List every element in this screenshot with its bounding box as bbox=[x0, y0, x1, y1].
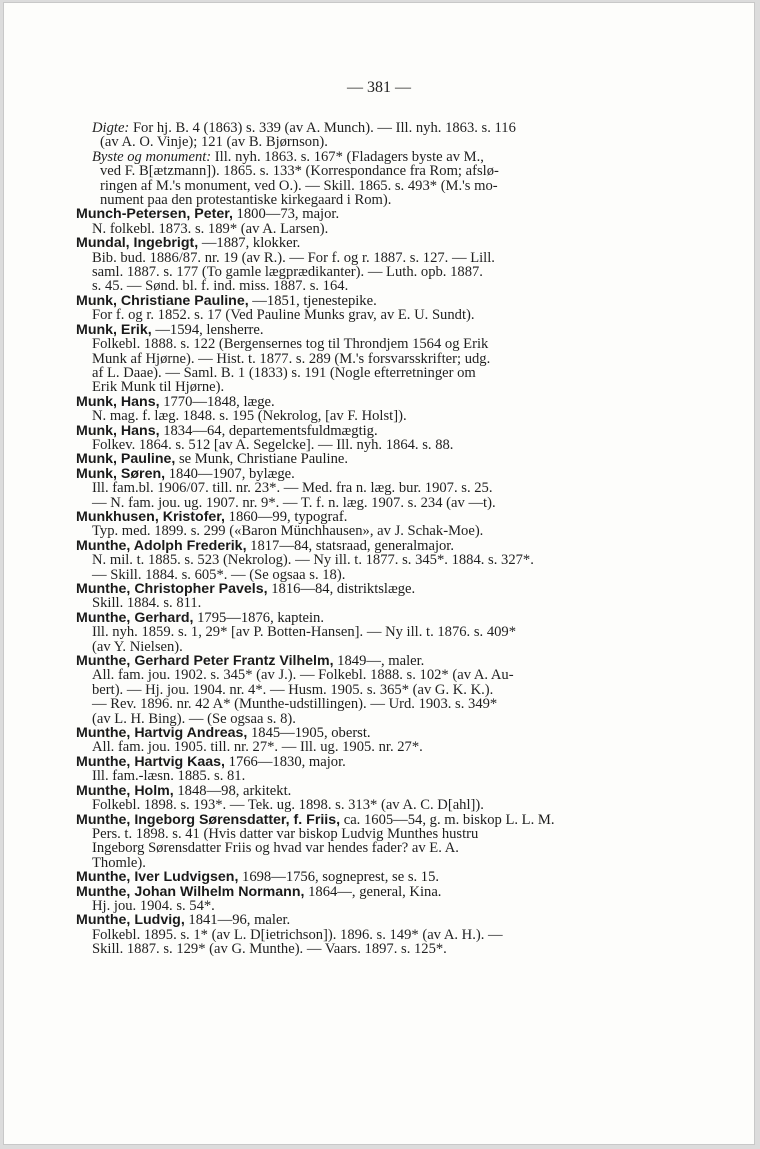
reference-text: Skill. 1887. s. 129* (av G. Munthe). — Vaars. 1897. s. 125*. bbox=[92, 941, 447, 958]
entry-name: Munthe, Gerhard Peter Frantz Vilhelm, bbox=[76, 653, 334, 670]
reference-text: Skill. 1884. s. 811. bbox=[92, 595, 202, 612]
entry-name: Munthe, Gerhard, bbox=[76, 609, 194, 626]
entry-description: 1766—1830, major. bbox=[225, 753, 346, 770]
reference-line bbox=[76, 496, 656, 510]
reference-line bbox=[76, 827, 656, 841]
reference-text: Hj. jou. 1904. s. 54*. bbox=[92, 897, 215, 914]
reference-text: Thomle). bbox=[92, 854, 146, 871]
entry-description: 1795—1876, kaptein. bbox=[193, 609, 324, 626]
entry-name: Munch-Petersen, Peter, bbox=[76, 206, 233, 223]
reference-text: Ill. fam.-læsn. 1885. s. 81. bbox=[92, 768, 246, 785]
reference-line bbox=[76, 856, 656, 870]
entry-name: Munk, Pauline, bbox=[76, 451, 176, 468]
entry bbox=[76, 755, 656, 784]
reference-line bbox=[76, 697, 656, 711]
reference-line bbox=[76, 409, 656, 423]
entry bbox=[76, 510, 656, 539]
reference-line bbox=[76, 121, 656, 135]
entry-name: Munk, Hans, bbox=[76, 393, 160, 410]
reference-line bbox=[76, 179, 656, 193]
reference-text: (av A. O. Vinje); 121 (av B. Bjørnson). bbox=[100, 134, 328, 151]
reference-line bbox=[76, 193, 656, 207]
reference-text: saml. 1887. s. 177 (To gamle lægprædikanter). — Luth. opb. 1887. bbox=[92, 264, 483, 281]
reference-text: Folkebl. 1895. s. 1* (av L. D[ietrichson]). 1896. s. 149* (av A. H.). — bbox=[92, 926, 503, 943]
reference-line bbox=[76, 337, 656, 351]
reference-text: All. fam. jou. 1902. s. 345* (av J.). — Folkebl. 1888. s. 102* (av A. Au- bbox=[92, 667, 514, 684]
reference-line bbox=[76, 668, 656, 682]
entry-name: Munk, Erik, bbox=[76, 321, 152, 338]
entry-heading bbox=[76, 726, 656, 740]
reference-line bbox=[76, 640, 656, 654]
reference-text: Folkebl. 1898. s. 193*. — Tek. ug. 1898. s. 313* (av A. C. D[ahl]). bbox=[92, 797, 484, 814]
reference-line bbox=[76, 265, 656, 279]
reference-line bbox=[76, 524, 656, 538]
entry bbox=[76, 654, 656, 726]
entry-heading bbox=[76, 424, 656, 438]
entry-name: Munthe, Hartvig Kaas, bbox=[76, 753, 225, 770]
reference-text: — Skill. 1884. s. 605*. — (Se ogsaa s. 18). bbox=[92, 566, 346, 583]
entry bbox=[76, 452, 656, 466]
reference-text: Erik Munk til Hjørne). bbox=[92, 379, 225, 396]
entry bbox=[76, 539, 656, 582]
reference-text: Typ. med. 1899. s. 299 («Baron Münchhausen», av J. Schak-Moe). bbox=[92, 523, 484, 540]
entry bbox=[76, 294, 656, 323]
reference-text: N. mag. f. læg. 1848. s. 195 (Nekrolog, [av F. Holst]). bbox=[92, 408, 407, 425]
page bbox=[3, 2, 755, 1145]
entry-description: 1698—1756, sogneprest, se s. 15. bbox=[238, 869, 440, 886]
reference-line bbox=[76, 352, 656, 366]
entry-heading bbox=[76, 870, 656, 884]
entry-name: Munthe, Holm, bbox=[76, 782, 174, 799]
entry-name: Munthe, Hartvig Andreas, bbox=[76, 725, 248, 742]
entry-heading bbox=[76, 510, 656, 524]
reference-line bbox=[76, 438, 656, 452]
entry bbox=[76, 885, 656, 914]
reference-text: N. mil. t. 1885. s. 523 (Nekrolog). — Ny ill. t. 1877. s. 345*. 1884. s. 327*. bbox=[92, 552, 534, 569]
entry-heading bbox=[76, 913, 656, 927]
reference-line bbox=[76, 596, 656, 610]
reference-line bbox=[76, 568, 656, 582]
entry-name: Mundal, Ingebrigt, bbox=[76, 235, 199, 252]
entry-heading bbox=[76, 452, 656, 466]
entry-name: Munk, Hans, bbox=[76, 422, 160, 439]
entry-description: 1849—, maler. bbox=[333, 653, 425, 670]
reference-section-label: Byste og monument: bbox=[92, 148, 212, 165]
reference-text: Bib. bud. 1886/87. nr. 19 (av R.). — For f. og r. 1887. s. 127. — Lill. bbox=[92, 249, 495, 266]
page-number: — 381 — bbox=[347, 79, 411, 96]
entry-heading bbox=[76, 654, 656, 668]
entry-heading bbox=[76, 813, 656, 827]
reference-line bbox=[76, 740, 656, 754]
reference-text: Folkebl. 1888. s. 122 (Bergensernes tog til Throndjem 1564 og Erik bbox=[92, 336, 489, 353]
entry bbox=[76, 870, 656, 884]
entry-description: 1770—1848, læge. bbox=[159, 393, 275, 410]
entry-name: Munthe, Christopher Pavels, bbox=[76, 581, 268, 597]
entry-description: 1800—73, major. bbox=[232, 206, 340, 223]
entry-description: 1841—96, maler. bbox=[184, 912, 291, 929]
reference-text: Pers. t. 1898. s. 41 (Hvis datter var biskop Ludvig Munthes hustru bbox=[92, 825, 479, 842]
reference-line bbox=[76, 553, 656, 567]
reference-text: (av L. H. Bing). — (Se ogsaa s. 8). bbox=[92, 710, 296, 727]
entry-heading bbox=[76, 885, 656, 899]
entry-description: 1860—99, typograf. bbox=[225, 508, 348, 525]
entry-name: Munthe, Johan Wilhelm Normann, bbox=[76, 883, 305, 900]
reference-text: nument paa den protestantiske kirkegaard i Rom). bbox=[100, 192, 392, 209]
entry-heading bbox=[76, 207, 656, 221]
entry-description: —1594, lensherre. bbox=[151, 321, 264, 338]
entry-heading bbox=[76, 294, 656, 308]
reference-line bbox=[76, 928, 656, 942]
entry-description: ca. 1605—54, g. m. biskop L. L. M. bbox=[340, 811, 555, 828]
entry bbox=[76, 611, 656, 654]
entry-description: 1845—1905, oberst. bbox=[247, 725, 371, 742]
entry bbox=[76, 784, 656, 813]
entry bbox=[76, 913, 656, 956]
reference-text: (av Y. Nielsen). bbox=[92, 638, 183, 655]
reference-line bbox=[76, 308, 656, 322]
reference-text: ringen af M.'s monument, ved O.). — Skill. 1865. s. 493* (M.'s mo- bbox=[100, 177, 498, 194]
reference-line bbox=[76, 769, 656, 783]
entry-heading bbox=[76, 784, 656, 798]
reference-text: For hj. B. 4 (1863) s. 339 (av A. Munch). — Ill. nyh. 1863. s. 116 bbox=[129, 120, 516, 136]
reference-line bbox=[76, 135, 656, 149]
reference-line bbox=[76, 625, 656, 639]
entry-name: Munkhusen, Kristofer, bbox=[76, 508, 225, 525]
reference-line bbox=[76, 222, 656, 236]
entry-description: 1840—1907, bylæge. bbox=[165, 465, 295, 482]
reference-text: Ill. nyh. 1863. s. 167* (Fladagers byste av M., bbox=[211, 148, 484, 165]
entry-description: 1848—98, arkitekt. bbox=[173, 782, 292, 799]
reference-text: Ill. nyh. 1859. s. 1, 29* [av P. Botten-Hansen]. — Ny ill. t. 1876. s. 409* bbox=[92, 624, 517, 641]
reference-text: af L. Daae). — Saml. B. 1 (1833) s. 191 (Nogle efterretninger om bbox=[92, 364, 476, 381]
reference-line bbox=[76, 164, 656, 178]
entry-heading bbox=[76, 236, 656, 250]
entry bbox=[76, 582, 656, 611]
entry-name: Munthe, Ludvig, bbox=[76, 912, 185, 929]
entry-name: Munthe, Adolph Frederik, bbox=[76, 537, 247, 554]
reference-line bbox=[76, 798, 656, 812]
reference-line bbox=[76, 279, 656, 293]
entry bbox=[76, 424, 656, 453]
entry-description: 1816—84, distriktslæge. bbox=[267, 581, 416, 597]
entry-heading bbox=[76, 395, 656, 409]
reference-text: bert). — Hj. jou. 1904. nr. 4*. — Husm. 1905. s. 365* (av G. K. K.). bbox=[92, 681, 494, 698]
reference-text: s. 45. — Sønd. bl. f. ind. miss. 1887. s. 164. bbox=[92, 278, 349, 295]
reference-line bbox=[76, 380, 656, 394]
reference-text: Ill. fam.bl. 1906/07. till. nr. 23*. — Med. fra n. læg. bur. 1907. s. 25. bbox=[92, 480, 493, 497]
entry-heading bbox=[76, 539, 656, 553]
reference-line bbox=[76, 366, 656, 380]
entry-description: —1887, klokker. bbox=[198, 235, 301, 252]
reference-line bbox=[76, 942, 656, 956]
reference-text: — N. fam. jou. ug. 1907. nr. 9*. — T. f. n. læg. 1907. s. 234 (av —t). bbox=[92, 494, 496, 511]
entry-heading bbox=[76, 323, 656, 337]
reference-text: N. folkebl. 1873. s. 189* (av A. Larsen). bbox=[92, 220, 329, 237]
reference-line bbox=[76, 251, 656, 265]
entry-name: Munk, Søren, bbox=[76, 465, 166, 482]
reference-line bbox=[76, 150, 656, 164]
entry-heading bbox=[76, 611, 656, 625]
entry-name: Munthe, Iver Ludvigsen, bbox=[76, 869, 239, 886]
reference-text: ved F. B[ætzmann]). 1865. s. 133* (Korrespondance fra Rom; afslø- bbox=[100, 163, 499, 180]
reference-section-label: Digte: bbox=[92, 120, 130, 136]
entry-heading bbox=[76, 467, 656, 481]
entries-list bbox=[76, 121, 656, 957]
reference-line bbox=[76, 712, 656, 726]
entry bbox=[76, 121, 656, 207]
entry bbox=[76, 395, 656, 424]
reference-text: — Rev. 1896. nr. 42 A* (Munthe-udstillingen). — Urd. 1903. s. 349* bbox=[92, 696, 498, 713]
reference-text: All. fam. jou. 1905. till. nr. 27*. — Ill. ug. 1905. nr. 27*. bbox=[92, 739, 423, 756]
entry-description: se Munk, Christiane Pauline. bbox=[175, 451, 349, 468]
reference-text: For f. og r. 1852. s. 17 (Ved Pauline Munks grav, av E. U. Sundt). bbox=[92, 307, 475, 324]
entry-heading bbox=[76, 582, 656, 596]
entry bbox=[76, 236, 656, 294]
reference-text: Munk af Hjørne). — Hist. t. 1877. s. 289 (M.'s forsvarsskrifter; udg. bbox=[92, 350, 491, 367]
entry bbox=[76, 726, 656, 755]
entry-name: Munk, Christiane Pauline, bbox=[76, 292, 249, 309]
reference-line bbox=[76, 899, 656, 913]
entry-description: 1864—, general, Kina. bbox=[304, 883, 442, 900]
entry-heading bbox=[76, 755, 656, 769]
reference-line bbox=[76, 481, 656, 495]
entry-description: 1817—84, statsraad, generalmajor. bbox=[246, 537, 455, 554]
entry bbox=[76, 323, 656, 395]
reference-line bbox=[76, 841, 656, 855]
entry-description: —1851, tjenestepike. bbox=[248, 292, 377, 309]
entry bbox=[76, 467, 656, 510]
reference-line bbox=[76, 683, 656, 697]
entry bbox=[76, 813, 656, 871]
reference-text: Ingeborg Sørensdatter Friis og hvad var hendes fader? av E. A. bbox=[92, 840, 459, 857]
reference-text: Folkev. 1864. s. 512 [av A. Segelcke]. — Ill. nyh. 1864. s. 88. bbox=[92, 436, 454, 453]
entry-description: 1834—64, departementsfuldmægtig. bbox=[159, 422, 378, 439]
entry-name: Munthe, Ingeborg Sørensdatter, f. Friis, bbox=[76, 811, 341, 828]
entry bbox=[76, 207, 656, 236]
